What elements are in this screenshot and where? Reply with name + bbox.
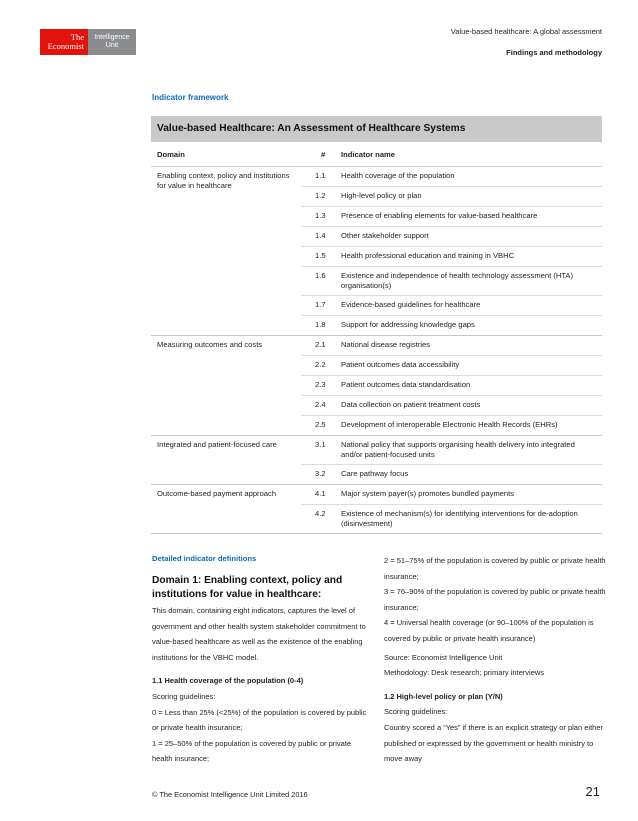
indicator-framework-table <box>151 116 602 534</box>
indicator-name: Presence of enabling elements for value-based healthcare <box>341 211 538 220</box>
scoring-guidelines-label: Scoring guidelines: <box>152 691 216 701</box>
indicator-number: 2.5 <box>315 420 326 429</box>
indicator-number: 3.1 <box>315 440 326 449</box>
indicator-name: Patient outcomes data standardisation <box>341 380 471 389</box>
indicator-name: Development of interoperable Electronic Health Records (EHRs) <box>341 420 558 429</box>
header-indicator-name: Indicator name <box>341 149 396 159</box>
indicator-number: 1.5 <box>315 251 326 260</box>
table-row <box>301 266 602 295</box>
page-number: 21 <box>585 784 600 799</box>
indicator-name: Support for addressing knowledge gaps <box>341 320 475 329</box>
indicator-number: 1.6 <box>315 271 326 280</box>
table-row <box>301 315 602 335</box>
indicator-number: 2.3 <box>315 380 326 389</box>
table-row <box>301 226 602 246</box>
indicator-number: 4.1 <box>315 489 326 498</box>
indicator-name: Other stakeholder support <box>341 231 429 240</box>
table-row <box>301 415 602 435</box>
domain1-heading: Domain 1: Enabling context, policy and institutions for value in healthcare: <box>152 575 343 600</box>
indicator-name: Major system payer(s) promotes bundled payments <box>341 489 515 498</box>
domain-group <box>151 336 602 436</box>
table-header-row <box>151 142 602 167</box>
table-row <box>301 246 602 266</box>
domain1-body: This domain, containing eight indicators, captures the level of government and other health system stakeholder commitment to value-based healthcare as well as the existence of the enabling institutions for the VBHC model. <box>152 606 366 662</box>
domain-group <box>151 436 602 485</box>
methodology-note: Methodology: Desk research; primary interviews <box>384 668 545 678</box>
indicator-number: 1.4 <box>315 231 326 240</box>
indicator-name: Existence and independence of health technology assessment (HTA) organisation(s) <box>341 271 574 290</box>
indicator-name: National disease registries <box>341 340 431 349</box>
table-body <box>151 167 602 534</box>
header-number: # <box>321 149 326 159</box>
score-4: 4 = Universal health coverage (or 90–100% of the population is covered by public or private health insurance) <box>384 618 594 643</box>
scoring-guidelines-label: Scoring guidelines: <box>384 707 448 717</box>
indicator-name: High-level policy or plan <box>341 191 422 200</box>
table-row <box>301 395 602 415</box>
table-row <box>301 186 602 206</box>
indicator-number: 4.2 <box>315 509 326 518</box>
table-row <box>301 504 602 533</box>
source-note: Source: Economist Intelligence Unit <box>384 652 503 662</box>
indicator-name: Data collection on patient treatment costs <box>341 400 481 409</box>
table-row <box>301 436 602 464</box>
logo-line-intelligence: Intelligence <box>94 33 130 41</box>
indicator-number: 2.4 <box>315 400 326 409</box>
domain-name: Enabling context, policy and institutions for value in healthcare <box>157 171 290 190</box>
logo-line-unit: Unit <box>105 42 119 49</box>
score-0: 0 = Less than 25% (<25%) of the population is covered by public or private health insurance; <box>152 707 367 733</box>
table-title: Value-based Healthcare: An Assessment of Healthcare Systems <box>151 116 602 142</box>
header-subtitle: Findings and methodology <box>506 48 602 57</box>
detailed-definitions-heading: Detailed indicator definitions <box>152 554 257 563</box>
eiu-logo <box>40 29 136 55</box>
indicator-name: National policy that supports organising health delivery into integrated and/or patient-focused units <box>341 440 575 459</box>
domain-name: Measuring outcomes and costs <box>157 340 263 349</box>
logo-intelligence-unit <box>88 29 136 55</box>
score-2: 2 = 51–75% of the population is covered by public or private health insurance; <box>384 556 606 581</box>
domain-group <box>151 485 602 534</box>
indicator-name: Patient outcomes data accessibility <box>341 360 460 369</box>
score-3: 3 = 76–90% of the population is covered by public or private health insurance; <box>384 587 606 612</box>
indicator-number: 1.8 <box>315 320 326 329</box>
indicator-number: 1.2 <box>315 191 326 200</box>
logo-economist <box>40 29 88 55</box>
indicator-number: 3.2 <box>315 469 326 478</box>
indicator-1-2-heading: 1.2 High-level policy or plan (Y/N) <box>384 691 503 701</box>
table-row <box>301 295 602 315</box>
domain-name: Integrated and patient-focused care <box>157 440 277 449</box>
indicator-name: Health coverage of the population <box>341 171 455 180</box>
section-heading: Indicator framework <box>152 93 229 102</box>
table-row <box>301 336 602 355</box>
indicator-number: 1.7 <box>315 300 326 309</box>
table-row <box>301 167 602 186</box>
header-title: Value-based healthcare: A global assessment <box>450 27 602 36</box>
indicator-number: 2.2 <box>315 360 326 369</box>
indicator-name: Health professional education and training in VBHC <box>341 251 515 260</box>
logo-line-the: The <box>70 32 84 42</box>
domain-name: Outcome-based payment approach <box>157 489 277 498</box>
table-row <box>301 464 602 484</box>
left-text-column <box>152 553 368 767</box>
indicator-name: Existence of mechanism(s) for identifying interventions for de-adoption (disinvestment) <box>341 509 578 528</box>
table-row <box>301 355 602 375</box>
indicator-1-1-heading: 1.1 Health coverage of the population (0-4) <box>152 676 304 686</box>
logo-line-economist: Economist <box>47 41 84 51</box>
indicator-number: 1.1 <box>315 171 326 180</box>
domain-group <box>151 167 602 336</box>
table-row <box>301 206 602 226</box>
table-row <box>301 375 602 395</box>
score-1: 1 = 25–50% of the population is covered by public or private health insurance; <box>152 738 352 764</box>
indicator-number: 1.3 <box>315 211 326 220</box>
header-domain: Domain <box>157 149 185 159</box>
indicator-number: 2.1 <box>315 340 326 349</box>
footer-copyright: © The Economist Intelligence Unit Limited 2016 <box>152 790 308 799</box>
table-row <box>301 485 602 504</box>
indicator-1-2-body: Country scored a “Yes” if there is an explicit strategy or plan either published or expressed by the government or health ministry to move away <box>384 722 603 764</box>
indicator-name: Care pathway focus <box>341 469 409 478</box>
indicator-name: Evidence-based guidelines for healthcare <box>341 300 481 309</box>
right-text-column <box>384 553 606 767</box>
